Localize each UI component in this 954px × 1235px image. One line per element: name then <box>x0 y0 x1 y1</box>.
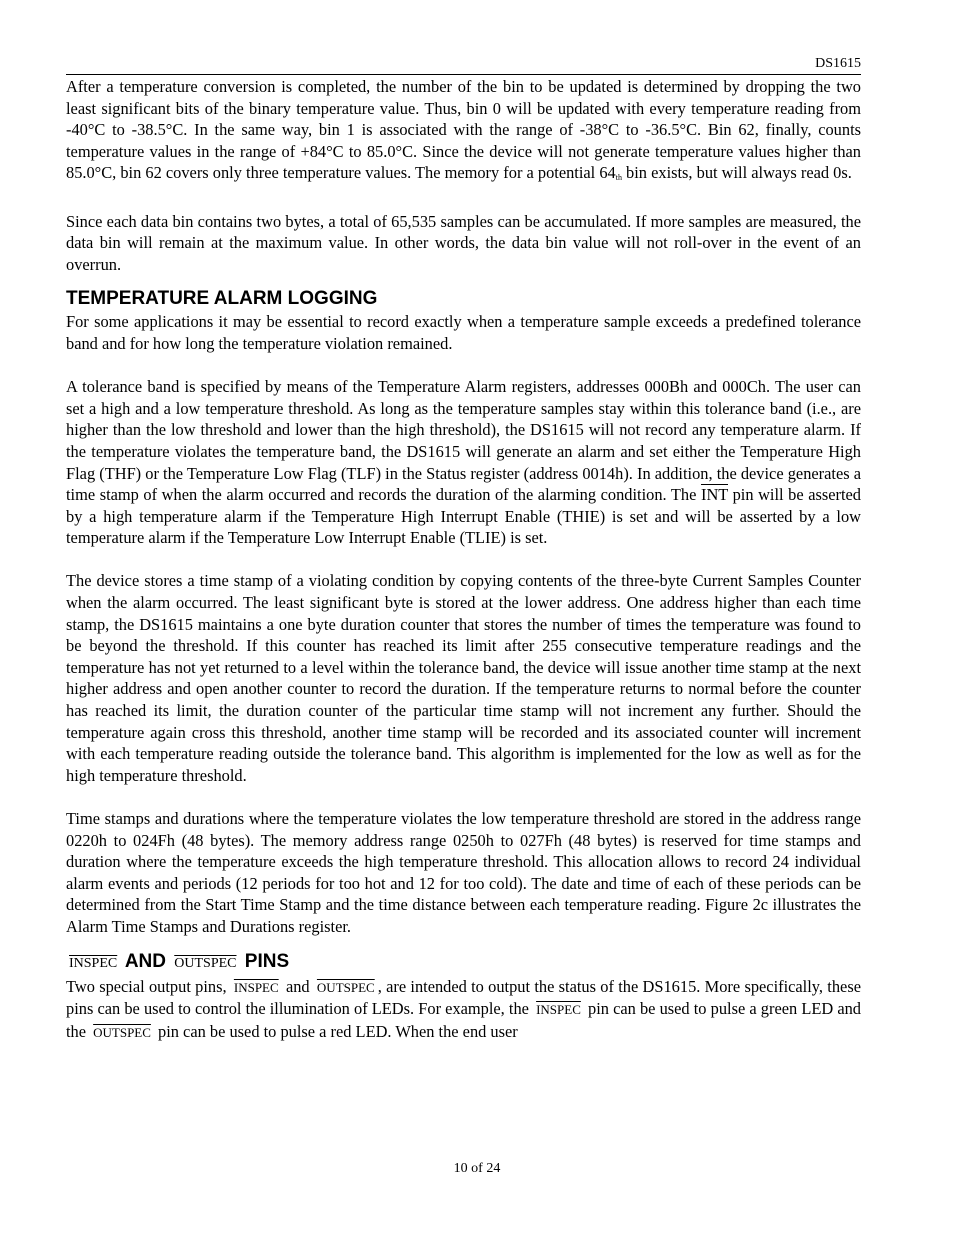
document-id: DS1615 <box>815 56 861 71</box>
paragraph-bins: After a temperature conversion is completed, the number of the bin to be updated is determined by dropping the two least significant bits of the binary temperature value. Thus, bin 0 will be updated with every temperature reading from -40°C to -38.5°C. In the same way, bin 1 is associated with the range of -38°C to -36.5°C. Bin 62, finally, counts temperature values in the range of +84°C to 85.0°C. Since the device will not generate temperature values higher than 85.0°C, bin 62 covers only three temperature values. The memory for a potential 64th bin exists, but will always read 0s. <box>66 77 861 183</box>
paragraph-samples: Since each data bin contains two bytes, a total of 65,535 samples can be accumulated. If more samples are measured, the data bin will remain at the maximum value. In other words, the data bin value will not roll-over in the event of an overrun. <box>66 211 861 274</box>
superscript-th: th <box>615 173 622 183</box>
int-pin-label: $\overline{INT}$ <box>700 485 728 505</box>
header-rule <box>66 74 861 75</box>
section-title-alarm-logging: TEMPERATURE ALARM LOGGING <box>66 288 378 310</box>
paragraph-tolerance-band: A tolerance band is specified by means of the Temperature Alarm registers, addresses 000Bh and 000Ch. The user can set a high and a low temperature threshold. As long as the temperature samples stay within this tolerance band (i.e., are higher than the low threshold and lower than the high threshold), the DS1615 will not record any temperature alarm. If the temperature violates the temperature band, the DS1615 will generate an alarm and set either the Temperature High Flag (THF) or the Temperature Low Flag (TLF) in the Status register (address 0014h). In addition, the device generates a time stamp of when the alarm occurred and records the duration of the alarming condition. The $\overline{INT}$ pin will be asserted by a high temperature alarm if the Temperature High Interrupt Enable (THIE) is set and will be asserted by a low temperature alarm if the Temperature Low Interrupt Enable (TLIE) is set. <box>66 377 862 548</box>
paragraph-time-stamp: The device stores a time stamp of a violating condition by copying contents of the three-byte Current Samples Counter when the alarm occurred. The least significant byte is stored at the lower address. One address higher than each time stamp, the DS1615 maintains a one byte duration counter that stores the number of times the temperature was found to be beyond the threshold. If this counter has reached its limit after 255 consecutive temperature readings and the temperature has not yet returned to a level within the tolerance band, the device will issue another time stamp at the next higher address and open another counter to record the duration. If the temperature returns to normal before the counter has reached its limit, the duration counter of the particular time stamp will not increment any further. Should the temperature again cross this threshold, another time stamp will be recorded and its associated counter will increment with each temperature reading outside the tolerance band. This algorithm is implemented for the low as well as for the high temperature threshold. <box>66 571 861 785</box>
page-number: 10 of 24 <box>453 1161 501 1176</box>
outspec-pin-label: OUTSPEC <box>316 979 375 995</box>
page-content <box>66 76 861 1043</box>
section-title-pins: INSPEC AND OUTSPEC PINS <box>66 950 861 976</box>
inspec-pin-label: INSPEC <box>233 979 279 995</box>
paragraph-address-range: Time stamps and durations where the temperature violates the low temperature threshold are stored in the address range 0220h to 024Fh (48 bytes). The memory address range 0250h to 027Fh (48 bytes) is reserved for time stamps and duration where the temperature exceeds the high temperature threshold. This allocation allows to record 24 individual alarm events and periods (12 periods for too hot and 12 for too cold). The date and time of each of these periods can be determined from the Start Time Stamp and the time distance between each temperature reading. Figure 2c illustrates the Alarm Time Stamps and Durations register. <box>66 809 861 936</box>
inspec-pin-label: INSPEC <box>536 1002 581 1018</box>
paragraph-output-pins: Two special output pins, INSPEC and OUTSPEC , are intended to output the status of the DS1615. More specifically, these pins can be used to control the illumination of LEDs. For example, the INSPEC pin can be used to pulse a green LED and the OUTSPEC pin can be used to pulse a red LED. When the end user <box>66 976 861 1041</box>
outspec-title-label: OUTSPEC <box>174 955 237 971</box>
paragraph-alarm-intro: For some applications it may be essential to record exactly when a temperature sample exceeds a predefined tolerance band and for how long the temperature violation remained. <box>66 312 861 353</box>
inspec-title-label: INSPEC <box>69 955 118 971</box>
outspec-pin-label: OUTSPEC <box>93 1024 151 1040</box>
